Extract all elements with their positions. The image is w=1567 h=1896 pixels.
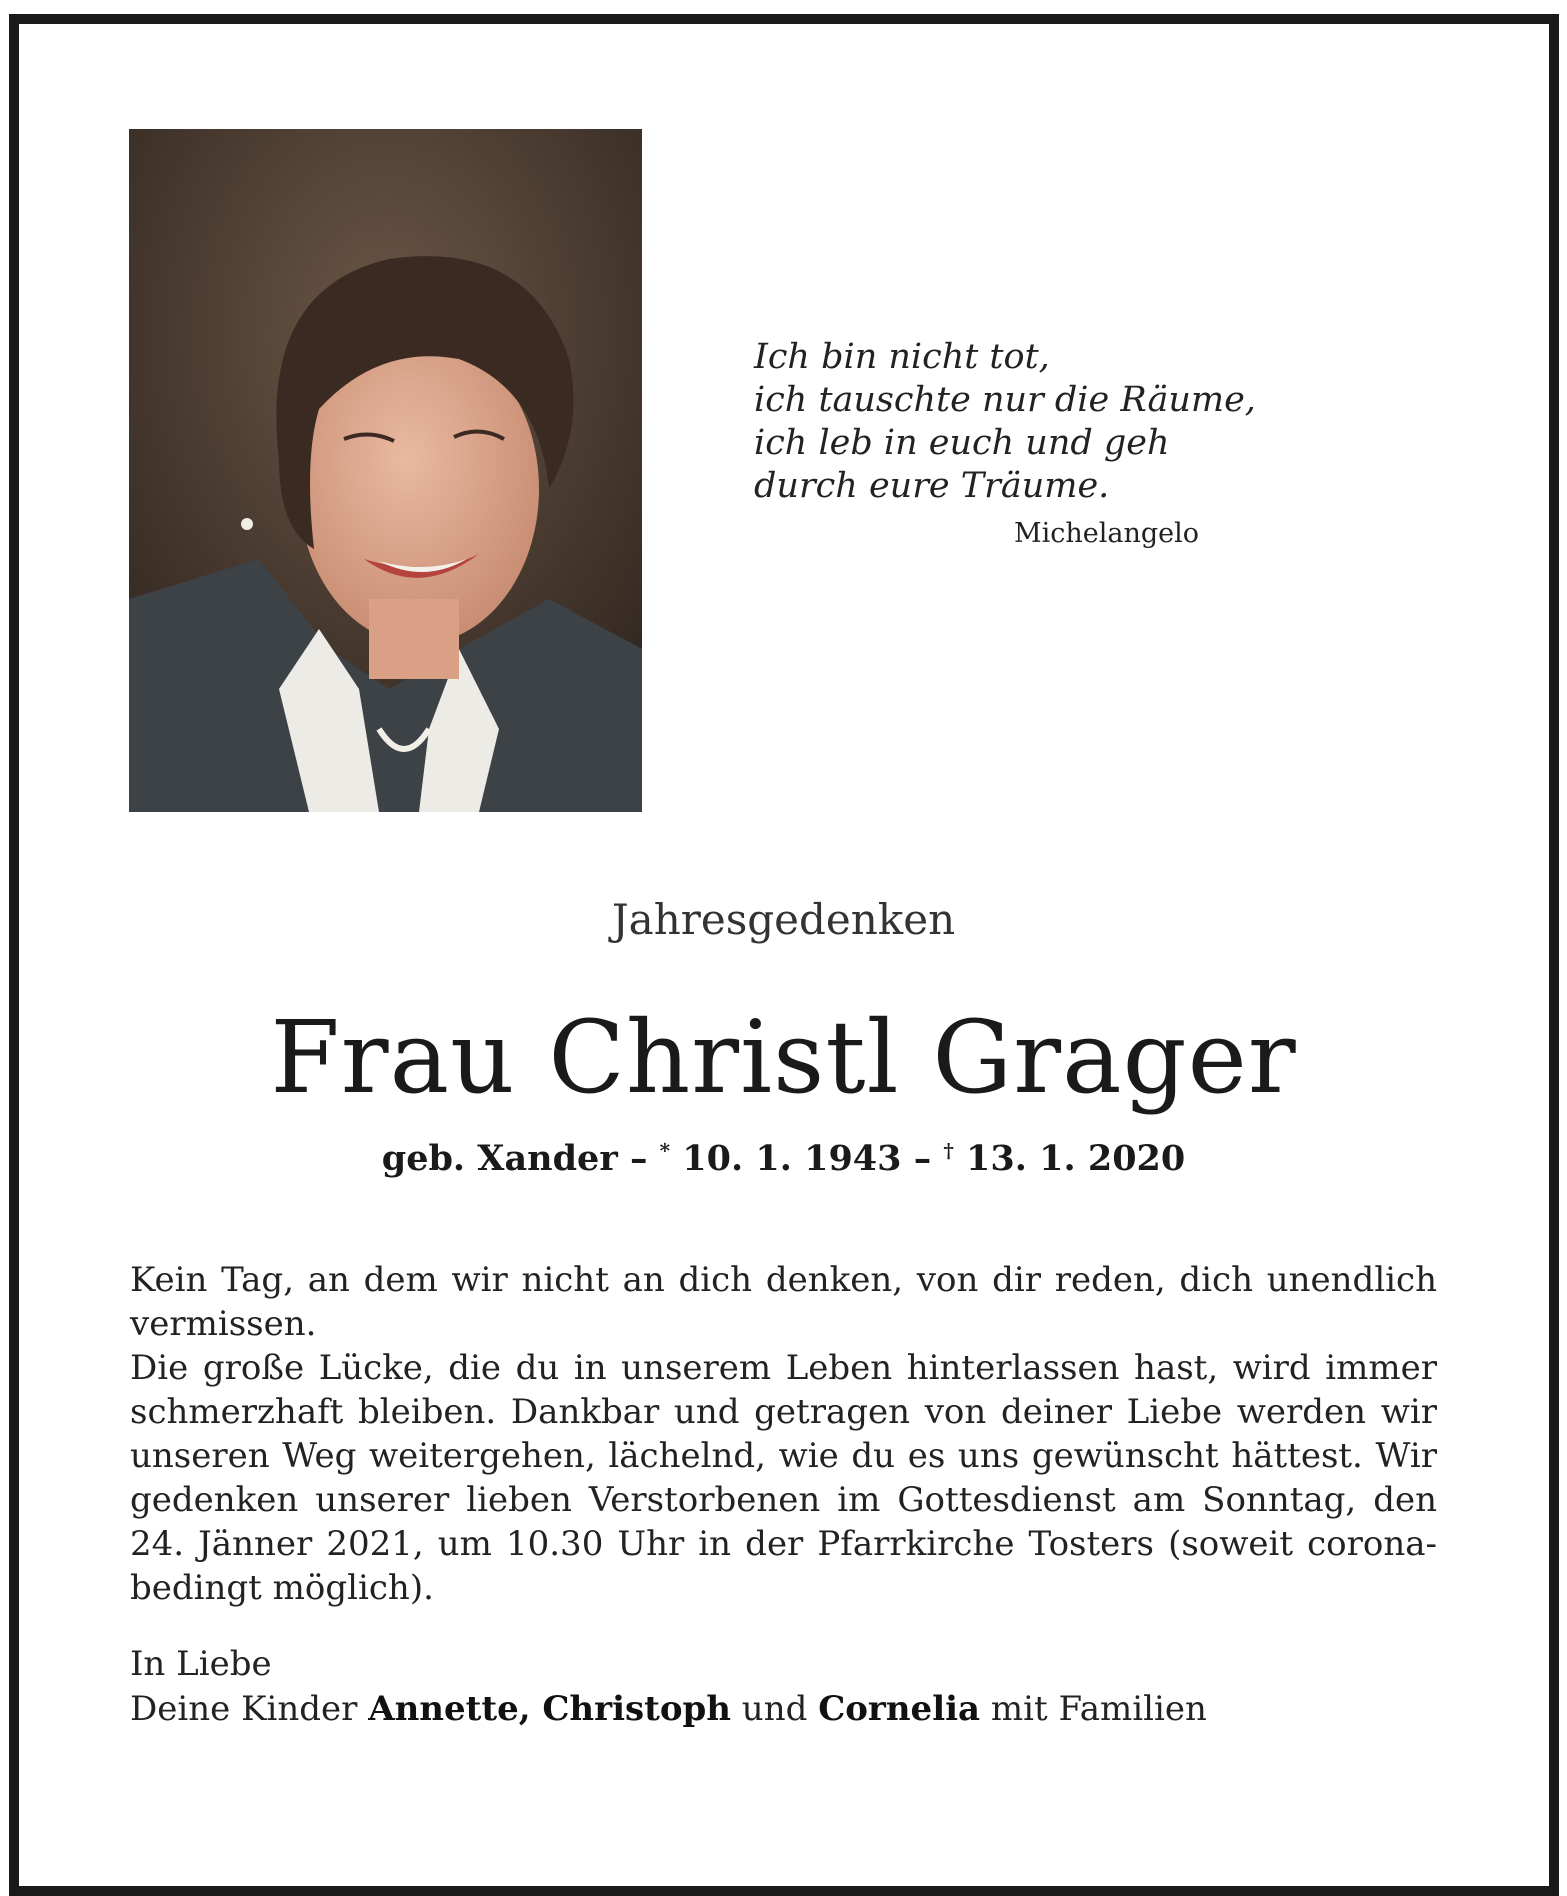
memorial-paragraph: Die große Lücke, die du in unserem Leben hinterlassen hast, wird immer schmerzhaft bleiben. Dankbar und getragen von deiner Liebe werden wir unseren Weg weitergehen, lächelnd, wie du es uns gewünscht hättest. Wir gedenken unserer lieben Verstorbenen im Gottesdienst am Sonntag, den 24. Jänner 2021, um 10.30 Uhr in der Pfarrkirche Tosters (soweit corona-bedingt möglich). — [130, 1348, 1437, 1608]
signatory-name: Cornelia — [818, 1689, 981, 1729]
birth-date: 10. 1. 1943 – — [670, 1138, 944, 1179]
memorial-paragraph: Kein Tag, an dem wir nicht an dich denken, von dir reden, dich unendlich vermissen. — [130, 1260, 1437, 1344]
memorial-type: Jahresgedenken — [611, 895, 956, 944]
memorial-text — [130, 1258, 1437, 1610]
closing-greeting: In Liebe — [130, 1644, 272, 1684]
quote-line: durch eure Träume. — [754, 466, 1110, 506]
life-dates — [0, 1138, 1567, 1179]
death-date: 13. 1. 2020 — [953, 1138, 1186, 1179]
quote-author: Michelangelo — [1014, 518, 1200, 549]
quote-line: ich tauschte nur die Räume, — [754, 380, 1256, 420]
deceased-name: Frau Christl Grager — [270, 999, 1297, 1116]
closing — [130, 1642, 1207, 1732]
quote — [754, 336, 1256, 508]
birth-symbol: * — [659, 1138, 671, 1163]
signatories-connector: und — [731, 1689, 819, 1729]
signatories-prefix: Deine Kinder — [130, 1689, 369, 1729]
quote-line: ich leb in euch und geh — [754, 423, 1170, 463]
signatories-suffix: mit Familien — [980, 1689, 1207, 1729]
death-symbol: † — [943, 1138, 954, 1163]
signatories — [130, 1687, 1207, 1732]
quote-line: Ich bin nicht tot, — [754, 337, 1050, 377]
portrait-image — [129, 129, 642, 812]
maiden-name: geb. Xander – — [381, 1138, 660, 1179]
signatory-names: Annette, Christoph — [368, 1689, 731, 1729]
portrait-photo — [129, 129, 642, 812]
